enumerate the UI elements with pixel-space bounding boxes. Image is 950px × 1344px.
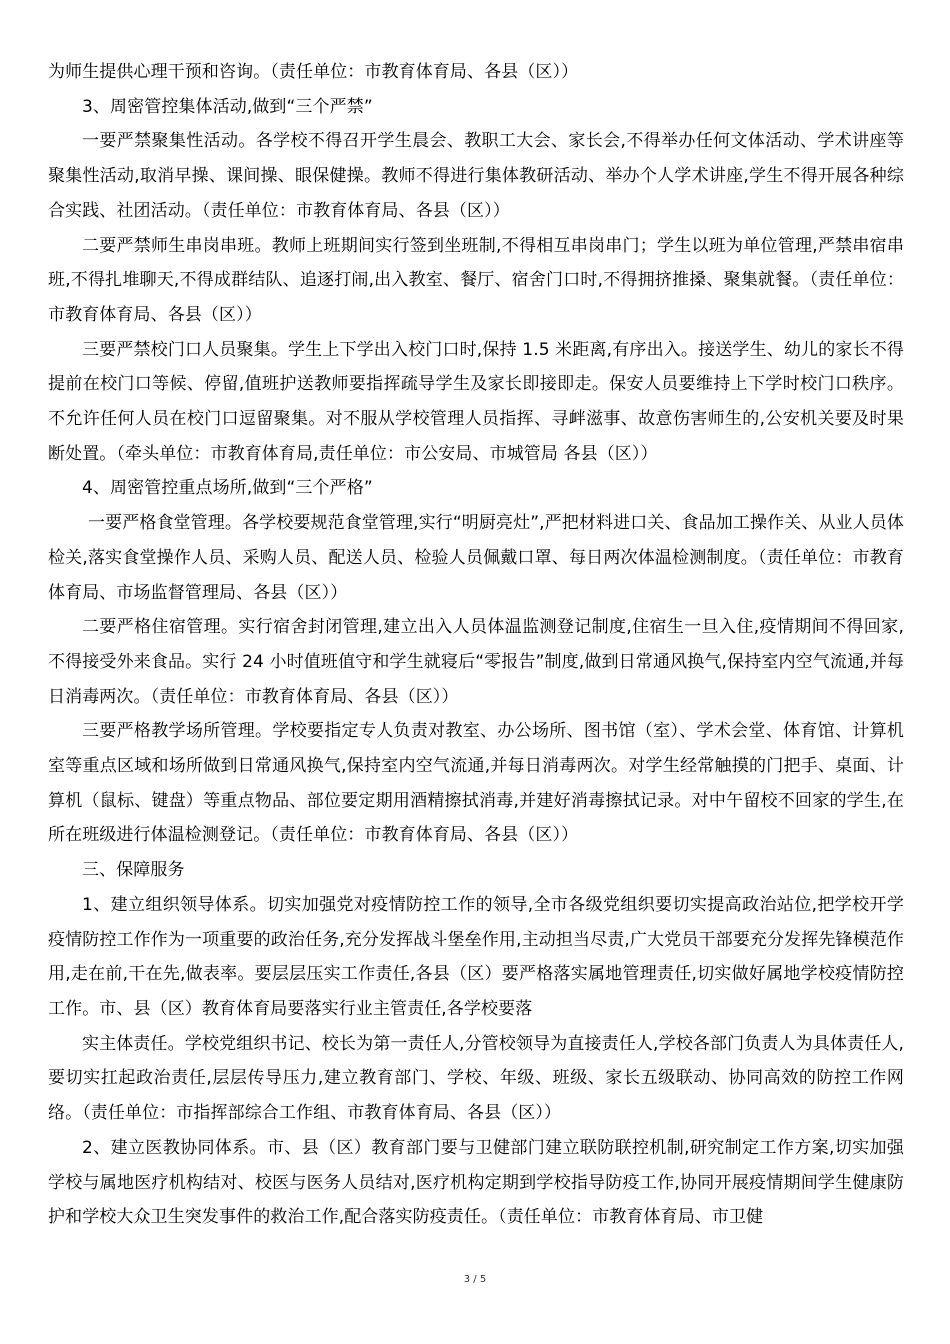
paragraph-canteen-management: 一要严格食堂管理。各学校要规范食堂管理,实行“明厨亮灶”,严把材料进口关、食品加工操作关、从业人员体检关,落实食堂操作人员、采购人员、配送人员、检验人员佩戴口罩、每日两次体温检测制度。（责任单位：市教育体育局、市场监督管理局、各县（区）） [48, 513, 904, 603]
section-heading-4: 4、周密管控重点场所,做到“三个严格” [82, 478, 373, 499]
page-number: 3 / 5 [463, 1274, 487, 1285]
paragraph-main-responsibility: 实主体责任。学校党组织书记、校长为第一责任人,分管校领导为直接责任人,学校各部门负责人为具体责任人,要切实扛起政治责任,层层传导压力,建立教育部门、学校、年级、班级、家长五级联动、协同高效的防控工作网络。（责任单位：市指挥部综合工作组、市教育体育局、各县（区）） [48, 1033, 904, 1124]
paragraph-leadership-system: 1、建立组织领导体系。切实加强党对疫情防控工作的领导,全市各级党组织要切实提高政治站位,把学校开学疫情防控工作作为一项重要的政治任务,充分发挥战斗堡垒作用,主动担当尽责,广大党员干部要充分发挥先锋模范作用,走在前,干在先,做表率。要层层压实工作责任,各县（区）要严格落实属地管理责任,切实做好属地学校疫情防控工作。市、县（区）教育体育局要落实行业主管责任,各学校要落 [48, 894, 904, 1019]
paragraph-ban-gate-crowding: 三要严禁校门口人员聚集。学生上下学出入校门口时,保持 1.5 米距离,有序出入。接送学生、幼儿的家长不得提前在校门口等候、停留,值班护送教师要指挥疏导学生及家长即接即走。保安人员要维持上下学时校门口秩序。不允许任何人员在校门口逗留聚集。对不服从学校管理人员指挥、寻衅滋事、故意伤害师生的,公安机关要及时果断处置。（牵头单位：市教育体育局,责任单位：市公安局、市城管局 各县（区）） [48, 339, 904, 464]
paragraph-teaching-venues: 三要严格教学场所管理。学校要指定专人负责对教室、办公场所、图书馆（室）、学术会堂、体育馆、计算机室等重点区域和场所做到日常通风换气,保持室内空气流通,并每日消毒两次。对学生经常触摸的门把手、桌面、计算机（鼠标、键盘）等重点物品、部位要定期用酒精擦拭消毒,并建好消毒擦拭记录。对中午留校不回家的学生,在所在班级进行体温检测登记。（责任单位：市教育体育局、各县（区）） [48, 721, 904, 846]
document-page [48, 55, 904, 1235]
section-heading-support: 三、保障服务 [82, 860, 185, 881]
paragraph-ban-class-mixing: 二要严禁师生串岗串班。教师上班期间实行签到坐班制,不得相互串岗串门；学生以班为单位管理,严禁串宿串班,不得扎堆聊天,不得成群结队、追逐打闹,出入教室、餐厅、宿舍门口时,不得拥挤推搡、聚集就餐。（责任单位：市教育体育局、各县（区）） [48, 235, 904, 325]
paragraph-continuation: 为师生提供心理干预和咨询。（责任单位：市教育体育局、各县（区）） [48, 62, 579, 82]
paragraph-ban-gatherings: 一要严禁聚集性活动。各学校不得召开学生晨会、教职工大会、家长会,不得举办任何文体活动、学术讲座等聚集性活动,取消早操、课间操、眼保健操。教师不得进行集体教研活动、举办个人学术讲座,学生不得开展各种综合实践、社团活动。（责任单位：市教育体育局、各县（区）） [48, 131, 904, 221]
section-heading-3: 3、周密管控集体活动,做到“三个严禁” [82, 96, 373, 117]
paragraph-dormitory-management: 二要严格住宿管理。实行宿舍封闭管理,建立出入人员体温监测登记制度,住宿生一旦入住,疫情期间不得回家,不得接受外来食品。实行 24 小时值班值守和学生就寝后“零报告”制度,做到日常通风换气,保持室内空气流通,并每日消毒两次。（责任单位：市教育体育局、各县（区）） [48, 617, 904, 707]
paragraph-medical-coordination: 2、建立医教协同体系。市、县（区）教育部门要与卫健部门建立联防联控机制,研究制定工作方案,切实加强学校与属地医疗机构结对、校医与医务人员结对,医疗机构定期到学校指导防疫工作,协同开展疫情期间学生健康防护和学校大众卫生突发事件的救治工作,配合落实防疫责任。（责任单位：市教育体育局、市卫健 [48, 1137, 904, 1228]
